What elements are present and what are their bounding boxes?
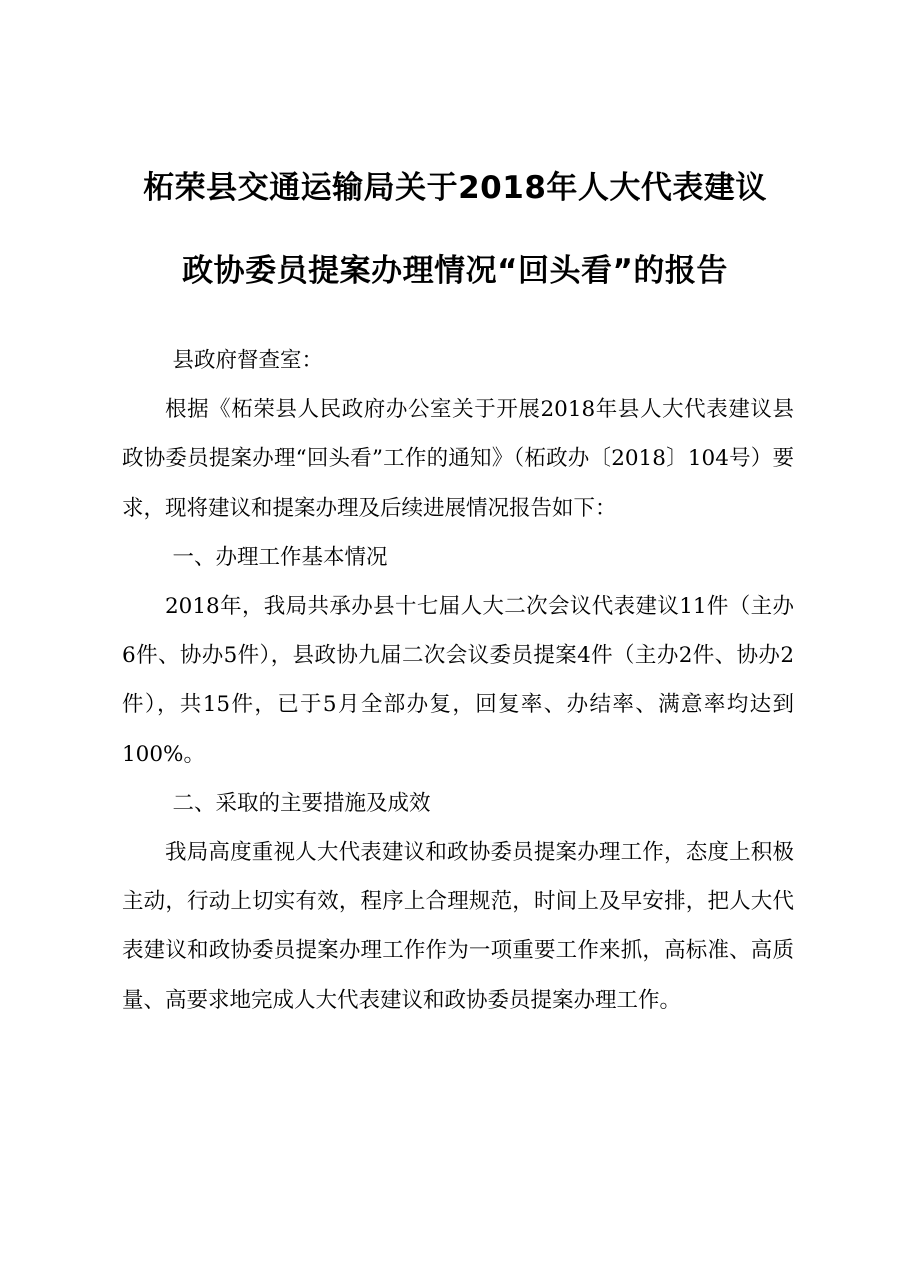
document-body: [122, 336, 794, 1025]
section1-paragraph: 2018年，我局共承办县十七届人大二次会议代表建议11件（主办6件、协办5件），县政协九届二次会议委员提案4件（主办2件、协办2件），共15件，已于5月全部办复，回复率、办结率、满意率均达到100%。: [122, 594, 794, 767]
document-title-line1: 柘荣县交通运输局关于2018年人大代表建议: [143, 170, 767, 206]
section2-heading: 二、采取的主要措施及成效: [172, 790, 431, 816]
section2-paragraph: 我局高度重视人大代表建议和政协委员提案办理工作，态度上积极主动，行动上切实有效，程序上合理规范，时间上及早安排，把人大代表建议和政协委员提案办理工作作为一项重要工作来抓，高标准、高质量、高要求地完成人大代表建议和政协委员提案办理工作。: [122, 840, 794, 1013]
intro-paragraph: 根据《柘荣县人民政府办公室关于开展2018年县人大代表建议县政协委员提案办理“回头看”工作的通知》（柘政办〔2018〕104号）要求，现将建议和提案办理及后续进展情况报告如下：: [122, 397, 794, 521]
document-title-line2: 政协委员提案办理情况“回头看”的报告: [182, 253, 728, 289]
section1-heading: 一、办理工作基本情况: [172, 544, 388, 570]
salutation: 县政府督查室：: [172, 348, 324, 373]
